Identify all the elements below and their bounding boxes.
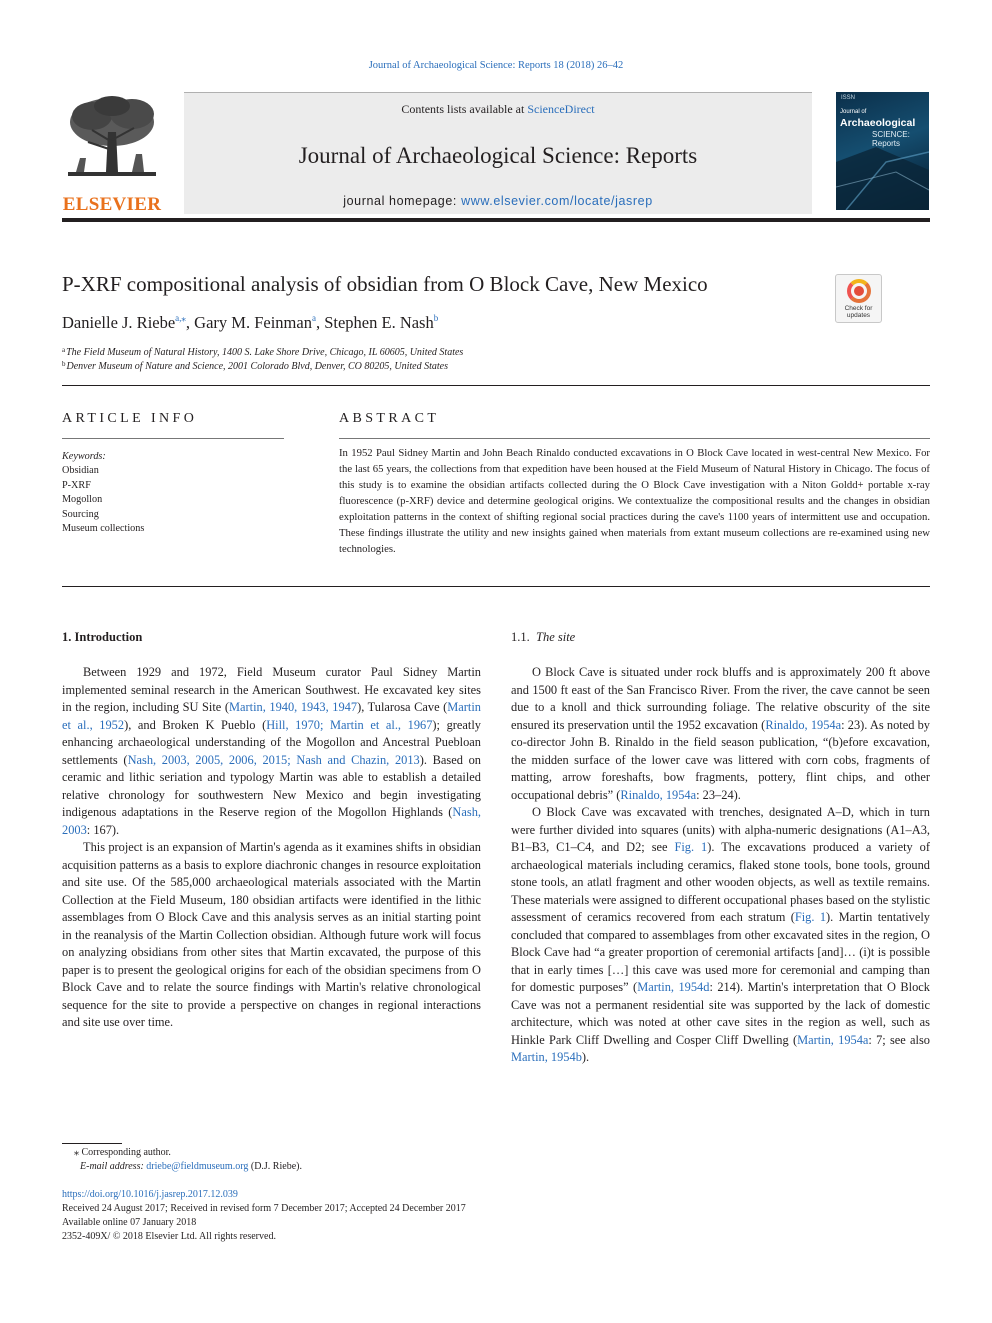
author-marks[interactable]: a,⁎ (175, 313, 186, 323)
author-marks[interactable]: b (433, 313, 439, 323)
badge-line1: Check for (844, 305, 873, 312)
paragraph-text: : 23). As noted by co-director John B. Rinaldo in the field season publication, “(b)efore excavation, the midden surface of the lower cave was littered with corn cobs, fragments of matting, arrow foreshafts, bow fragments, pottery, flint chips, and other occupational debris” ( (511, 717, 931, 802)
citation-link[interactable]: Fig. 1 (794, 910, 827, 924)
affiliation-text: The Field Museum of Natural History, 1400 S. Lake Shore Drive, Chicago, IL 60605, United States (66, 347, 464, 358)
keywords-box (62, 450, 144, 536)
site-heading (511, 630, 575, 645)
citation-link[interactable]: Rinaldo, 1954a (765, 717, 842, 732)
body-column-left (62, 664, 481, 1032)
keyword-item: P-XRF (62, 479, 91, 491)
elsevier-wordmark: ELSEVIER (62, 194, 162, 215)
paragraph-text: ), and Broken K Pueblo ( (124, 717, 267, 732)
paragraph-text: ). Martin tentatively concluded that compared to assemblages from other excavated sites in the region, O Block Cave had “a greater proportion of ceremonial artifacts [and]… (i)t is possible that in early times […] this cave was used more for ceremonial and camping than for domestic purposes” ( (511, 910, 930, 994)
keyword-item: Sourcing (62, 508, 99, 520)
publisher-logo[interactable] (62, 92, 162, 215)
affiliation (62, 346, 463, 358)
paragraph-text: This project is an expansion of Martin's agenda as it examines shifts in obsidian acquisition patterns as a basis to explore diachronic changes in resource exploitation and site use. Of the 585,000 archaeological materials associated with the Martin Collection at the Field Museum, 180 obsidian artifacts were identified in the lithic assemblages from O Block Cave and this analysis serves as an initial starting point in the reanalysis of the Martin Collection obsidian. Although future work will focus on analyzing obsidians from other sites that Martin excavated, the purpose of this paper is to present the geological origins for each of the obsidian specimens from O Block Cave and to relate the source findings with Martin's relative chronological sequence for the site to provide a perspective on changes in regional interactions and site use over time. (62, 840, 481, 1029)
cover-issn-label: ISSN (841, 95, 856, 101)
site-paragraph (511, 804, 930, 1067)
intro-paragraph (62, 664, 481, 839)
abstract-text: In 1952 Paul Sidney Martin and John Beach Rinaldo conducted excavations in O Block Cave located in west-central New Mexico. For the last 65 years, the collections from that expedition have been housed at the Field Museum of Natural History in Chicago. The focus of this study is to examine the obsidian artifacts collected during the O Block Cave investigation with a Niton Goldd+ portable x-ray fluorescence (p-XRF) device and determine geological origins. We contextualize the compositional results and the changes in obsidian exploitation patterns in the context of shifting regional social practices during the cave's 1100 years of intermittent use and occupation. These findings illustrate the utility and new insights gained when materials from extant museum collections are re-examined using new technologies. (339, 447, 930, 555)
cover-title-line2: Archaeological (840, 117, 916, 129)
body-column-right (511, 664, 930, 1067)
paragraph-text: ). Based on ceramic and lithic seriation and typology Martin was able to establish a detailed relative chronology for southwestern New Mexico and begin investigating indigenous adaptations in the Reserve region of the Mogollon Highlands ( (62, 752, 481, 819)
introduction-heading: 1. Introduction (62, 630, 143, 644)
article-info-rule (62, 438, 284, 439)
elsevier-tree-icon (62, 92, 162, 188)
citation-link[interactable]: Hill, 1970; Martin et al., 1967 (266, 717, 433, 732)
journal-banner (184, 92, 812, 214)
paragraph-text: ), Tularosa Cave ( (357, 700, 448, 714)
header-rule (62, 218, 930, 222)
email-label: E-mail address: (80, 1161, 147, 1172)
citation-link[interactable]: Martin, 1954b (511, 1050, 582, 1064)
citation-link[interactable]: Martin, 1954d (637, 980, 710, 994)
intro-paragraph (62, 839, 481, 1032)
paragraph-text: ); greatly enhancing archaeological understanding of the Mogollon and Ancestral Puebloan settlements ( (62, 717, 481, 767)
crossmark-icon (847, 279, 871, 303)
citation-link[interactable]: Fig. 1 (674, 840, 708, 854)
affiliation-mark: b (62, 360, 66, 368)
keywords-title: Keywords: (62, 451, 106, 462)
citation-link[interactable]: Martin, 1954a (797, 1032, 869, 1047)
abstract-heading: ABSTRACT (339, 411, 440, 426)
citation-link[interactable]: Nash, 2003 (62, 805, 481, 837)
badge-label (836, 305, 881, 319)
citation-link[interactable]: Nash, 2003, 2005, 2006, 2015; Nash and Chazin, 2013 (127, 752, 420, 767)
copyright: 2352-409X/ © 2018 Elsevier Ltd. All rights reserved. (62, 1231, 276, 1242)
email-link[interactable]: driebe@fieldmuseum.org (146, 1161, 249, 1172)
author-name[interactable]: Gary M. Feinman (194, 313, 312, 332)
paragraph-text: ). (581, 1050, 590, 1064)
affiliation (62, 360, 448, 372)
check-for-updates-badge[interactable] (835, 274, 882, 323)
journal-homepage (184, 194, 812, 208)
homepage-link[interactable]: www.elsevier.com/locate/jasrep (461, 194, 653, 208)
journal-cover-thumbnail[interactable] (836, 92, 929, 210)
site-heading-number: 1.1. (511, 630, 530, 644)
site-heading-label: The site (536, 630, 576, 644)
author-separator: , (315, 313, 325, 332)
citation-link[interactable]: Rinaldo, 1954a (620, 787, 697, 802)
author-separator: , (185, 313, 195, 332)
cover-reports: Reports (872, 139, 901, 149)
footnote-rule (62, 1143, 122, 1144)
doi-link[interactable]: https://doi.org/10.1016/j.jasrep.2017.12.039 (62, 1189, 238, 1200)
paragraph-text: : 167). (86, 822, 120, 837)
author-list (62, 313, 438, 333)
paragraph-text: : 214). Martin's interpretation that O Block Cave was not a permanent residential site was supported by the lack of domestic architecture, which was noted at other cave sites in the region as well, such as Hinkle Park Cliff Dwelling and Cosper Cliff Dwelling ( (511, 980, 930, 1047)
corresponding-author-note: ⁎ Corresponding author. (74, 1147, 171, 1158)
affiliation-mark: a (62, 346, 66, 354)
citation-link[interactable]: Martin et al., 1952 (62, 700, 481, 732)
available-online: Available online 07 January 2018 (62, 1217, 197, 1228)
running-head[interactable]: Journal of Archaeological Science: Reports 18 (2018) 26–42 (368, 60, 624, 71)
abstract-rule (339, 438, 930, 439)
site-paragraph (511, 664, 930, 804)
sciencedirect-link[interactable]: ScienceDirect (527, 102, 595, 116)
author-name[interactable]: Stephen E. Nash (324, 313, 434, 332)
keyword-item: Museum collections (62, 523, 145, 535)
affiliation-text: Denver Museum of Nature and Science, 2001 Colorado Blvd, Denver, CO 80205, United States (66, 361, 449, 372)
received-dates: Received 24 August 2017; Received in revised form 7 December 2017; Accepted 24 December 2017 (62, 1203, 466, 1214)
cover-title-line1: Journal of (840, 109, 867, 115)
paragraph-text: Between 1929 and 1972, Field Museum curator Paul Sidney Martin implemented seminal research in the American Southwest. He excavated key sites in the region, including SU Site ( (62, 665, 481, 714)
cover-title-line3 (872, 130, 910, 148)
body-rule (62, 586, 930, 587)
author-name[interactable]: Danielle J. Riebe (62, 313, 176, 332)
keyword-item: Mogollon (62, 494, 103, 506)
homepage-prefix: journal homepage: (343, 194, 462, 208)
paragraph-text: O Block Cave was excavated with trenches, designated A–D, which in turn were further divided into squares (units) with alpha-numeric designations (A1–A3, B1–B3, C1–C4, and D2; see (511, 805, 930, 854)
contents-line (184, 102, 812, 117)
section-rule (62, 385, 930, 386)
email-note (80, 1161, 302, 1172)
email-suffix: (D.J. Riebe). (248, 1161, 302, 1172)
paragraph-text: O Block Cave is situated under rock bluffs and is approximately 200 ft above and 1500 ft east of the San Francisco River. From the river, the cave cannot be seen due to a knoll and thick surrounding foliage. The relative obscurity of the site ensured its preservation until the 1952 excavation ( (511, 665, 930, 732)
journal-name: Journal of Archaeological Science: Reports (298, 143, 698, 168)
paragraph-text: : 7; see also (868, 1032, 931, 1047)
article-info-heading: ARTICLE INFO (62, 411, 198, 426)
paragraph-text: : 23–24). (696, 787, 741, 802)
cover-science: SCIENCE: (872, 130, 910, 139)
contents-prefix: Contents lists available at (401, 102, 528, 116)
author-marks[interactable]: a (311, 313, 316, 323)
paragraph-text: ). The excavations produced a variety of archaeological materials including ceramics, flaked stone tools, bone tools, ground stone tools, an atlatl fragment and other wooden objects, as well as textile remains. These materials were assigned to different occupational phases based on the stylistic assessment of ceramics recovered from each stratum ( (511, 840, 931, 924)
citation-link[interactable]: Martin, 1940, 1943, 1947 (228, 700, 358, 714)
keyword-item: Obsidian (62, 465, 99, 477)
article-title: P-XRF compositional analysis of obsidian from O Block Cave, New Mexico (62, 272, 708, 296)
badge-line2: updates (846, 312, 871, 319)
